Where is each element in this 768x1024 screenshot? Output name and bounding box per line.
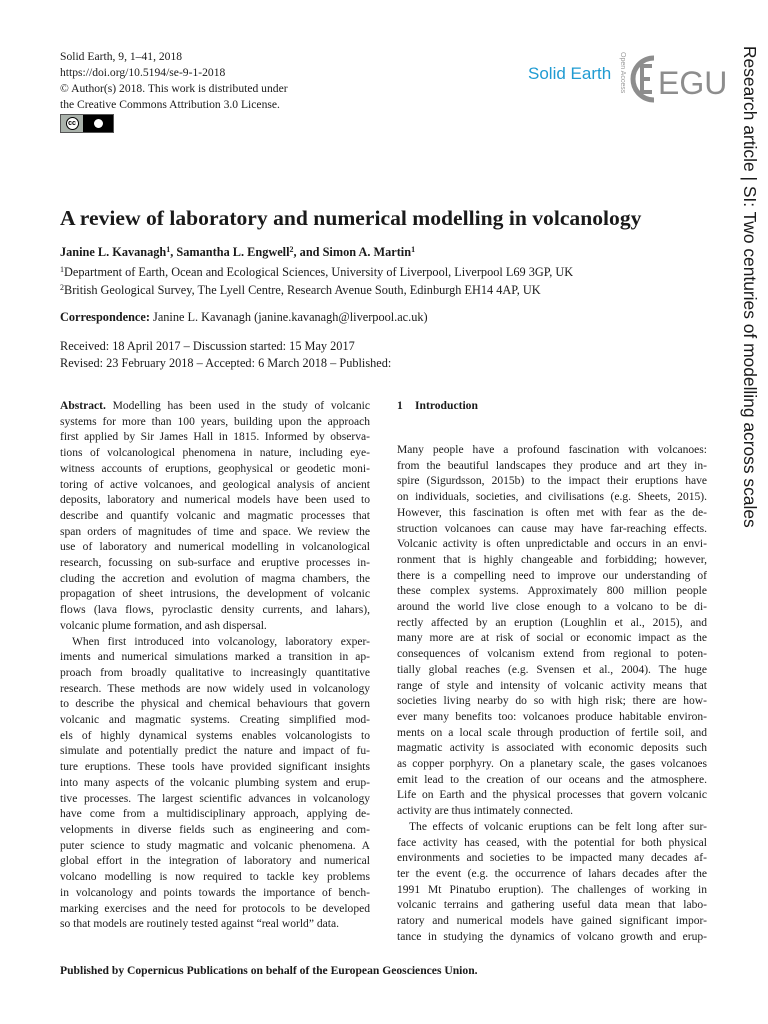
abstract: Abstract. Modelling has been used in the study of volcanic systems for more than 100 years, building upon the approach first applied by Sir James Hall in 1815. Informed by observa- tions of volcanological phenomena in nature, including eye- witness accounts of eruptions, geophysical or geodetic moni- toring of active volcanoes, and geological analysis of ancient deposits, laboratory and numerical models have been used to describe and quantify volcanic and magmatic processes that span orders of magnitudes of time and space. We review the use of laboratory and numerical modelling in volcanological research, focussing on sub-surface and eruptive processes in- cluding the accretion and evolution of magma chambers, the propagation of sheet intrusions, the development of volcanic flows (lava flows, pyroclastic density currents, and lahars), volcanic plume formation, and ash dispersal. When first introduced into volcanology, laboratory exper- iments and numerical simulations marked a transition in ap- proach from broadly qualitative to increasingly quantitative research. These methods are now widely used in volcanology to describe the physical and chemical behaviours that govern volcanic and magmatic systems. Creating simplified mod- els of highly dynamical systems enables volcanologists to simulate and potentially predict the nature and impact of fu- ture eruptions. These tools have provided significant insights into many aspects of the volcanic plumbing system and erup- tive processes. The largest scientific advances in volcanology have come from a multidisciplinary approach, applying de- velopments in diverse fields such as engineering and com- puter science to study magmatic and volcanic phenomena. A global effort in the integration of laboratory and numerical volcano modelling is now required to tackle key problems in volcanology and points towards the importance of bench- marking exercises and the need for protocols to be developed so that models are routinely tested against “real world” data. xyxy=(60,399,370,933)
text-line: volcanic plume formation, and ash dispersal. xyxy=(60,619,267,632)
text-line: face activity has ceased, with the potential for both physical xyxy=(397,836,707,849)
text-line: into many aspects of the volcanic plumbing system and erup- xyxy=(60,776,370,789)
text-line: propagation of sheet intrusions, the development of volcanic xyxy=(60,588,370,601)
author-affiliation-number: 1 xyxy=(166,245,171,254)
text-line: simulate and potentially predict the nature and impact of fu- xyxy=(60,745,370,758)
text-line: global effort in the integration of laboratory and numerical xyxy=(60,855,370,868)
egu-e-icon xyxy=(642,66,652,92)
author-name[interactable]: Simon A. Martin xyxy=(322,245,412,259)
text-line: Life on Earth and the physical processes that govern volcanic xyxy=(397,789,707,802)
text-line: volcanic terrains and gathering useful data mean that labo- xyxy=(397,899,707,912)
text-line: The effects of volcanic eruptions can be felt long after sur- xyxy=(409,820,707,833)
text-line: toring of active volcanoes, and geological analysis of ancient xyxy=(60,478,370,491)
text-line: have come from a multidisciplinary approach, applying de- xyxy=(60,808,370,821)
text-line: ture eruptions. These tools have provided significant insights xyxy=(60,761,370,774)
text-line: cluding the accretion and evolution of magma chambers, the xyxy=(60,572,370,585)
article-metadata xyxy=(60,49,288,113)
text-line: spire (Sigurdsson, 2015b) to the impact their eruptions have xyxy=(397,475,707,488)
text-line: use of laboratory and numerical modelling in volcanological xyxy=(60,541,370,554)
revised-date: Revised: 23 February 2018 – Accepted: 6 March 2018 – Published: xyxy=(60,356,392,370)
text-line: magmatic activity is associated with economic deposits such xyxy=(397,742,707,755)
publisher-footer: Published by Copernicus Publications on behalf of the European Geosciences Union. xyxy=(60,964,478,977)
egu-logo-text: EGU xyxy=(658,65,728,101)
author-list: Janine L. Kavanagh$^1$, Samantha L. Engwell$^2$, and Simon A. Martin$^1$ xyxy=(60,245,416,259)
article-title: A review of laboratory and numerical modelling in volcanology xyxy=(60,206,642,230)
received-date: Received: 18 April 2017 – Discussion started: 15 May 2017 xyxy=(60,339,355,353)
text-line: tions of volcanological phenomena in nature, including eye- xyxy=(60,447,370,460)
text-line: ments on a local scale through production of fertile soil, and xyxy=(397,726,707,739)
text-line: struction volcanoes can cause may have far-reaching effects. xyxy=(397,522,707,535)
affiliation: $^2$British Geological Survey, The Lyell Centre, Research Avenue South, Edinburgh EH14 4AP, UK xyxy=(60,283,541,297)
correspondence: Correspondence: Janine L. Kavanagh (janine.kavanagh@liverpool.ac.uk) xyxy=(60,310,428,324)
text-line: tive processes. The largest scientific advances in volcanology xyxy=(60,792,370,805)
text-line: first applied by Sir James Hall in 1815. Informed by observa- xyxy=(60,431,370,444)
text-line: velopments in diverse fields such as engineering and com- xyxy=(60,823,370,836)
text-line: around the world live close enough to a volcano to be di- xyxy=(397,601,707,614)
author-affiliation-number: 2 xyxy=(289,245,294,254)
text-line: range of style and intensity of volcanic activity means that xyxy=(397,679,707,692)
introduction-paragraph-2 xyxy=(397,820,707,946)
author-name[interactable]: Samantha L. Engwell xyxy=(176,245,290,259)
text-line: research, focussing on sub-surface and eruptive processes in- xyxy=(60,557,370,570)
doi-link[interactable]: https://doi.org/10.5194/se-9-1-2018 xyxy=(60,66,226,79)
introduction-body xyxy=(397,443,707,946)
journal-logo-text: Solid Earth xyxy=(528,64,612,83)
text-line: as copper porphyry. On a planetary scale, the gases volcanoes xyxy=(397,758,707,771)
by-icon xyxy=(83,115,113,132)
side-label: Research article | SI: Two centuries of modelling across scales xyxy=(740,46,760,528)
text-line: marking exercises and the need for protocols to be developed xyxy=(60,902,370,915)
text-line: societies living nearby do so with high risk; there are how- xyxy=(397,695,707,708)
text-line: els of highly dynamical systems enables volcanologists to xyxy=(60,729,370,742)
text-line: deposits, laboratory and numerical models have been used to xyxy=(60,494,370,507)
author-name[interactable]: Janine L. Kavanagh xyxy=(60,245,167,259)
egu-logo xyxy=(628,52,728,106)
text-line: volcano modelling is now required to tackle key problems xyxy=(60,871,370,884)
text-line: so that models are routinely tested against “real world” data. xyxy=(60,918,339,931)
text-line: tance in studying the dynamics of volcano growth and erup- xyxy=(397,930,707,943)
text-line: from the beautiful landscapes they produce and art they in- xyxy=(397,459,707,472)
text-line: these complex systems. Approximately 800 million people xyxy=(397,585,707,598)
article-dates xyxy=(60,338,391,372)
text-line: witness accounts of eruptions, geophysical or geodetic moni- xyxy=(60,462,370,475)
author-affiliation-number: 1 xyxy=(411,245,416,254)
text-line: ratory and numerical models have gained significant impor- xyxy=(397,915,707,928)
text-line: iments and numerical simulations marked a transition in ap- xyxy=(60,651,370,664)
introduction-paragraph-1 xyxy=(397,443,707,820)
text-line: to describe the physical and chemical behaviours that govern xyxy=(60,698,370,711)
abstract-body xyxy=(60,415,370,635)
text-line: consequences of volcanism extend from regional to poten- xyxy=(397,648,707,661)
text-line: ever many benefits too: volcanoes produce habitable environ- xyxy=(397,710,707,723)
text-line: However, this fascination is often met with fear as the de- xyxy=(397,506,707,519)
text-line: systems for more than 100 years, building upon the approach xyxy=(60,415,370,428)
text-line: describe and quantify volcanic and magmatic processes that xyxy=(60,509,370,522)
affiliation: $^1$Department of Earth, Ocean and Ecological Sciences, University of Liverpool, Liverpool L69 3GP, UK xyxy=(60,265,574,279)
text-line: environments and societies to be impacted many decades af- xyxy=(397,852,707,865)
journal-reference: Solid Earth, 9, 1–41, 2018 xyxy=(60,50,183,63)
text-line: Many people have a profound fascination with volcanoes: xyxy=(397,444,707,456)
text-line: puter science to study magmatic and volcanic phenomena. A xyxy=(60,839,370,852)
text-line: 1991 Mt Pinatubo eruption). The challenges of working in xyxy=(397,883,707,896)
correspondence-email[interactable]: Janine L. Kavanagh (janine.kavanagh@liverpool.ac.uk) xyxy=(153,310,428,324)
text-line: many more are at risk of social or economic impact as the xyxy=(397,632,707,645)
text-line: span orders of magnitudes of time and space. We review the xyxy=(60,525,370,538)
text-line: on individuals, societies, and civilisations (e.g. Sheets, 2015). xyxy=(397,491,707,504)
text-line: flows (lava flows, pyroclastic density currents, and lahars), xyxy=(60,604,370,617)
copyright-line: © Author(s) 2018. This work is distributed under xyxy=(60,82,288,95)
text-line: there is a compelling need to improve our understanding of xyxy=(397,569,707,582)
text-line: When first introduced into volcanology, laboratory exper- xyxy=(72,635,370,648)
open-access-label: Open Access xyxy=(619,52,626,94)
text-line: volcanic and magmatic systems. Creating simplified mod- xyxy=(60,714,370,727)
text-line: emit lead to the creation of our oceans and the atmosphere. xyxy=(397,773,707,786)
section-heading: 1 Introduction xyxy=(397,399,478,412)
cc-icon: cc xyxy=(66,117,79,130)
text-line: in volcanology and points towards the importance of bench- xyxy=(60,886,370,899)
text-line: proach from broadly qualitative to increasingly quantitative xyxy=(60,666,370,679)
abstract-label: Abstract. xyxy=(60,400,106,412)
text-line: research. These methods are now widely used in volcanology xyxy=(60,682,370,695)
text-line: tially global reaches (e.g. Svensen et al., 2004). The huge xyxy=(397,663,707,676)
text-line: activity are thus intimately connected. xyxy=(397,805,574,818)
license-line: the Creative Commons Attribution 3.0 License. xyxy=(60,98,280,111)
abstract-paragraph-2 xyxy=(60,635,370,933)
text-line: ter the event (e.g. the occurrence of lahars decades after the xyxy=(397,867,707,880)
cc-license-badge[interactable] xyxy=(60,114,114,133)
text-line: Volcanic activity is often unpredictable and occurs in an envi- xyxy=(397,538,707,551)
text-line: rectly affected by an eruption (Loughlin et al., 2015), and xyxy=(397,616,707,629)
text-line: ronment that is highly changeable and forbidding; however, xyxy=(397,553,707,566)
